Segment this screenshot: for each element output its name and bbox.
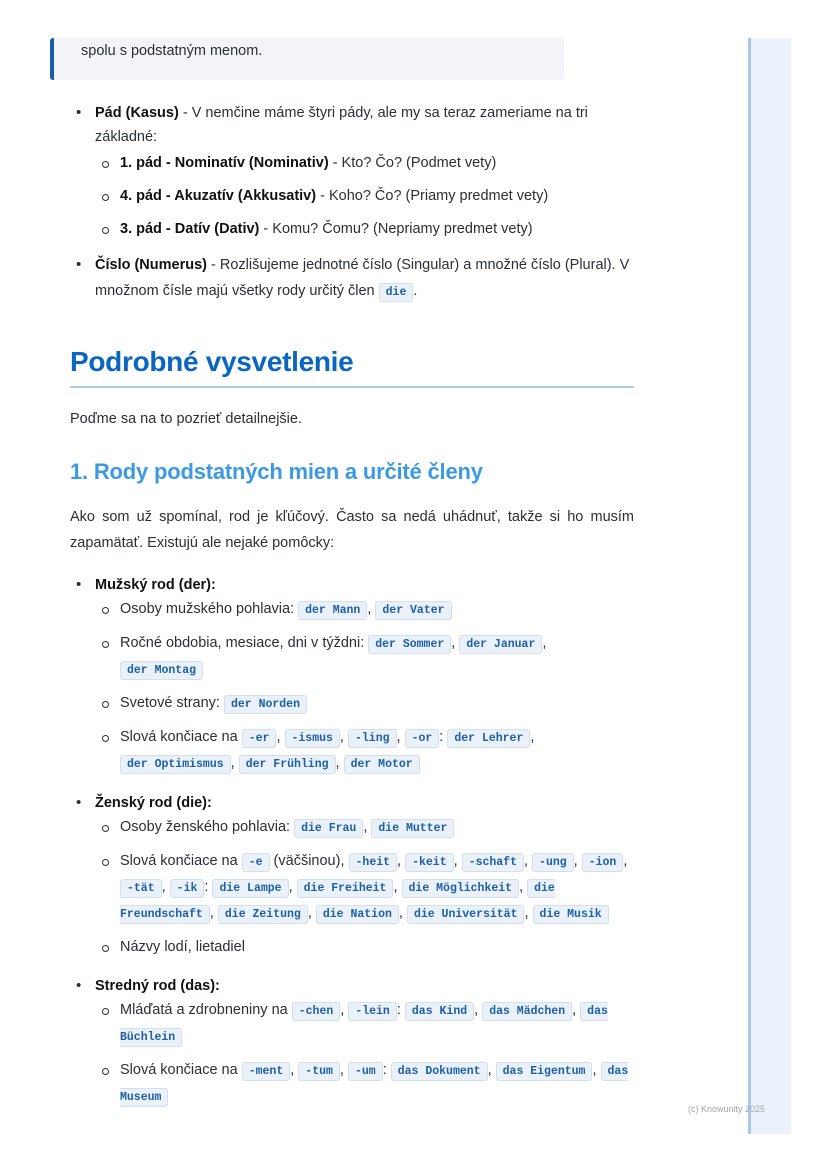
term: 3. pád - Datív (Dativ) [120,221,260,237]
term: Pád (Kasus) [95,105,179,121]
code-chip: -schaft [462,853,524,872]
code-chip: das Dokument [391,1062,488,1081]
code-chip: der Vater [375,601,451,620]
rule-label: Názvy lodí, lietadiel [120,939,245,955]
list-item-neuter [70,974,634,1110]
code-chip: -ment [242,1062,291,1081]
code-chip: der Optimismus [120,755,231,774]
list-item-case [95,217,634,242]
list-item-cislo [70,252,634,306]
list-item-masculine [70,573,634,777]
code-chip: -ion [582,853,624,872]
code-chip: der Lehrer [447,729,530,748]
code-chip: -e [242,853,270,872]
code-chip: das Büchlein [120,1002,608,1047]
code-chip: -tum [298,1062,340,1081]
rule-label: Svetové strany: [120,695,224,711]
note: (väčšinou), [269,853,349,869]
code-chip: das Mädchen [482,1002,572,1021]
side-panel [748,38,791,1134]
subsection-intro: Ako som už spomínal, rod je kľúčový. Často sa nedá uhádnuť, takže si ho musím zapamätať. Existujú ale nejaké pomôcky: [70,509,634,551]
code-chip: die [379,283,414,302]
case-list [95,151,634,242]
list-item-feminine [70,791,634,960]
gender-title: Mužský rod (der): [95,577,216,593]
code-chip: -or [405,729,440,748]
description: - Komu? Čomu? (Nepriamy predmet vety) [259,221,533,237]
code-chip: -ik [170,879,205,898]
section-heading: Podrobné vysvetlenie [70,346,634,388]
code-chip: -ismus [285,729,340,748]
rule-item [95,691,634,717]
rule-label: Ročné obdobia, mesiace, dni v týždni: [120,635,369,651]
list-item-pad [70,101,634,242]
code-chip: die Lampe [212,879,288,898]
code-chip: die Mutter [371,819,454,838]
rule-label: Mláďatá a zdrobneniny na [120,1002,292,1018]
gender-list [70,573,634,1110]
feminine-rules [95,815,634,960]
subsection-heading: 1. Rody podstatných mien a určité členy [70,459,483,484]
code-chip: die Frau [294,819,363,838]
term: Číslo (Numerus) [95,257,207,273]
code-chip: die Musik [533,905,609,924]
masculine-rules [95,597,634,777]
code-chip: das Kind [405,1002,474,1021]
description: - Rozlišujeme jednotné číslo (Singular) a množné číslo (Plural). V množnom čísle majú všetky rody určitý člen [95,257,630,299]
code-chip: die Freundschaft [120,879,555,924]
grammar-list [70,101,634,306]
gender-title: Ženský rod (die): [95,795,212,811]
term: 1. pád - Nominatív (Nominativ) [120,155,329,171]
code-chip: -lein [348,1002,397,1021]
blockquote-text: spolu s podstatným menom. [81,43,263,59]
code-chip: die Zeitung [218,905,308,924]
neuter-rules [95,998,634,1110]
punctuation: . [413,283,418,299]
code-chip: die Nation [316,905,399,924]
code-chip: -tät [120,879,162,898]
code-chip: der Frühling [239,755,336,774]
description: - V nemčine máme štyri pády, ale my sa teraz zameriame na tri základné: [95,105,588,145]
gender-title: Stredný rod (das): [95,978,220,994]
rule-item: Osoby ženského pohlavia: die Frau , die Mutter [95,815,634,841]
section-intro: Poďme sa na to pozrieť detailnejšie. [70,411,302,427]
rule-item: Osoby mužského pohlavia: der Mann , der Vater [95,597,634,623]
code-chip: -keit [405,853,454,872]
code-chip: der Norden [224,695,307,714]
rule-label: Osoby ženského pohlavia: [120,819,295,835]
rule-label: Slová končiace na [120,853,242,869]
code-chip: -ling [348,729,397,748]
code-chip: -ung [532,853,574,872]
code-chip: der Motor [344,755,420,774]
term: 4. pád - Akuzatív (Akkusativ) [120,188,317,204]
list-item-case [95,151,634,176]
rule-label: Slová končiace na [120,1062,242,1078]
rule-item: Ročné obdobia, mesiace, dni v týždni: der Sommer , der Januar , der Montag [95,631,634,683]
rule-item: Slová končiace na -er , -ismus , -ling , -or : der Lehrer , der Optimismus , der Frühling , der Motor [95,725,634,777]
code-chip: der Montag [120,661,203,680]
code-chip: das Museum [120,1062,628,1107]
description: - Kto? Čo? (Podmet vety) [328,155,497,171]
list-item-case [95,184,634,209]
rule-item: Slová končiace na -e (väčšinou), -heit , -keit , -schaft , -ung , -ion , -tät , -ik : die Lampe , die Freiheit , die Möglichkeit , die Freundschaft , die Zeitung , die Nation , die Universität , die Musik [95,849,634,927]
code-chip: -er [242,729,277,748]
description: - Koho? Čo? (Priamy predmet vety) [316,188,549,204]
code-chip: -chen [292,1002,341,1021]
code-chip: der Sommer [368,635,451,654]
code-chip: die Freiheit [297,879,394,898]
rule-item: Mláďatá a zdrobneniny na -chen , -lein : das Kind , das Mädchen , das Büchlein [95,998,634,1050]
code-chip: -heit [349,853,398,872]
code-chip: das Eigentum [496,1062,593,1081]
rule-label: Osoby mužského pohlavia: [120,601,299,617]
rule-item [95,935,634,960]
code-chip: die Möglichkeit [402,879,520,898]
rule-label: Slová končiace na [120,729,242,745]
rule-item: Slová končiace na -ment , -tum , -um : das Dokument , das Eigentum , das Museum [95,1058,634,1110]
code-chip: die Universität [407,905,525,924]
blockquote [50,38,564,80]
code-chip: der Mann [298,601,367,620]
code-chip: der Januar [459,635,542,654]
code-chip: -um [348,1062,383,1081]
copyright: (c) Knowunity 2025 [688,1104,766,1114]
